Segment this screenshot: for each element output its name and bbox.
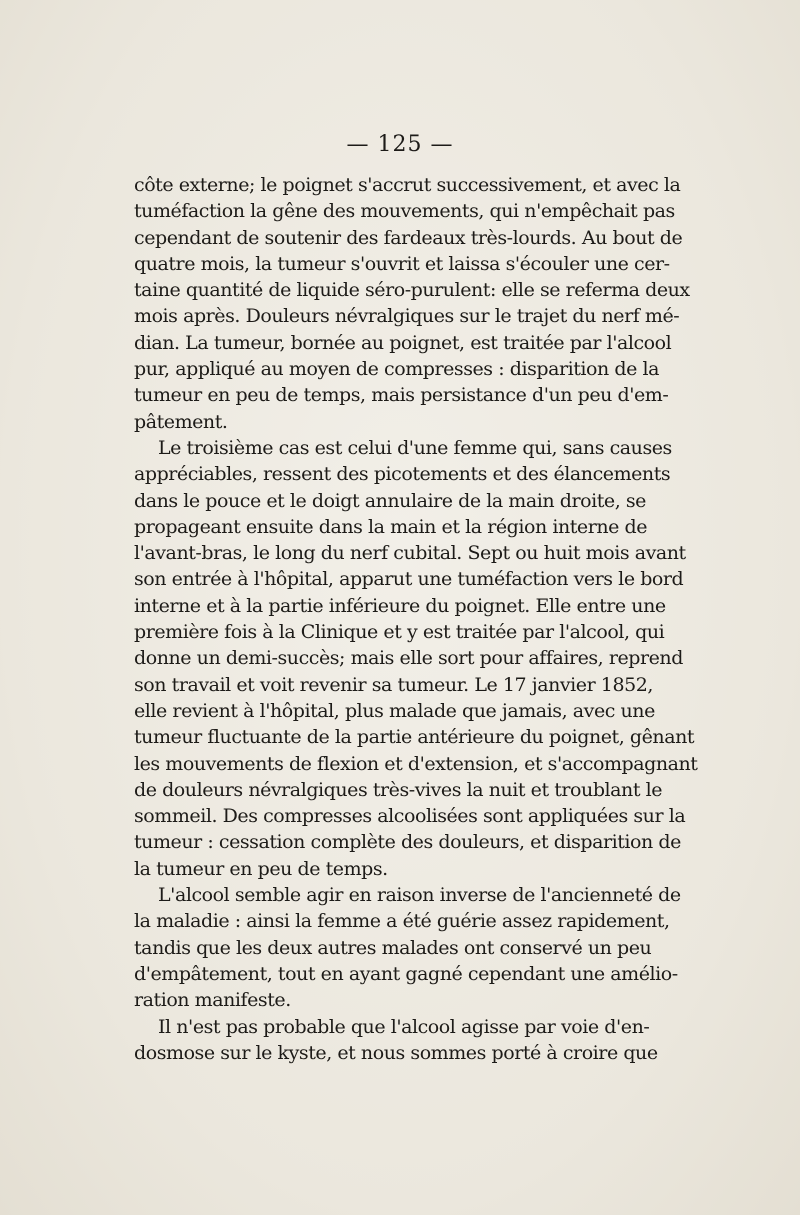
- text-line: interne et à la partie inférieure du poignet. Elle entre une: [134, 594, 666, 617]
- text-line: cependant de soutenir des fardeaux très-lourds. Au bout de: [134, 226, 683, 249]
- text-line: mois après. Douleurs névralgiques sur le trajet du nerf mé-: [134, 305, 680, 328]
- text-line: d'empâtement, tout en ayant gagné cependant une amélio-: [134, 962, 678, 985]
- paragraph-start-line: Il n'est pas probable que l'alcool agisse par voie d'en-: [158, 1015, 650, 1038]
- text-line: côte externe; le poignet s'accrut successivement, et avec la: [134, 174, 681, 196]
- text-line: les mouvements de flexion et d'extension, et s'accompagnant: [134, 752, 698, 775]
- text-line: son travail et voit revenir sa tumeur. Le 17 janvier 1852,: [134, 673, 653, 696]
- page-number: — 125 —: [346, 132, 454, 157]
- paragraph-start-line: L'alcool semble agir en raison inverse de l'ancienneté de: [158, 884, 681, 907]
- text-line: première fois à la Clinique et y est traitée par l'alcool, qui: [134, 621, 665, 644]
- text-line: dian. La tumeur, bornée au poignet, est traitée par l'alcool: [134, 331, 672, 354]
- body-text: [134, 172, 698, 1066]
- text-line: tandis que les deux autres malades ont conservé un peu: [134, 936, 652, 959]
- text-line: tumeur fluctuante de la partie antérieure du poignet, gênant: [134, 726, 695, 749]
- text-line: dans le pouce et le doigt annulaire de la main droite, se: [134, 489, 646, 512]
- paragraph-start-line: Le troisième cas est celui d'une femme qui, sans causes: [158, 436, 672, 459]
- text-line: la tumeur en peu de temps.: [134, 857, 388, 880]
- text-line: sommeil. Des compresses alcoolisées sont appliquées sur la: [134, 805, 686, 828]
- text-line: appréciables, ressent des picotements et des élancements: [134, 463, 671, 486]
- text-line: pur, appliqué au moyen de compresses : disparition de la: [134, 358, 660, 381]
- text-line: elle revient à l'hôpital, plus malade que jamais, avec une: [134, 699, 655, 722]
- text-line: taine quantité de liquide séro-purulent: elle se referma deux: [134, 279, 690, 302]
- text-line: quatre mois, la tumeur s'ouvrit et laissa s'écouler une cer-: [134, 252, 670, 275]
- text-line: tuméfaction la gêne des mouvements, qui n'empêchait pas: [134, 200, 675, 223]
- text-line: pâtement.: [134, 410, 228, 433]
- text-line: ration manifeste.: [134, 989, 291, 1012]
- text-line: son entrée à l'hôpital, apparut une tuméfaction vers le bord: [134, 568, 684, 591]
- text-line: propageant ensuite dans la main et la région interne de: [134, 515, 648, 538]
- text-line: de douleurs névralgiques très-vives la nuit et troublant le: [134, 778, 663, 801]
- text-line: l'avant-bras, le long du nerf cubital. Sept ou huit mois avant: [134, 542, 686, 565]
- text-line: tumeur en peu de temps, mais persistance d'un peu d'em-: [134, 384, 669, 407]
- text-line: donne un demi-succès; mais elle sort pour affaires, reprend: [134, 647, 683, 670]
- text-line: la maladie : ainsi la femme a été guérie assez rapidement,: [134, 910, 670, 933]
- text-line: dosmose sur le kyste, et nous sommes porté à croire que: [134, 1041, 658, 1064]
- text-line: tumeur : cessation complète des douleurs, et disparition de: [134, 831, 681, 854]
